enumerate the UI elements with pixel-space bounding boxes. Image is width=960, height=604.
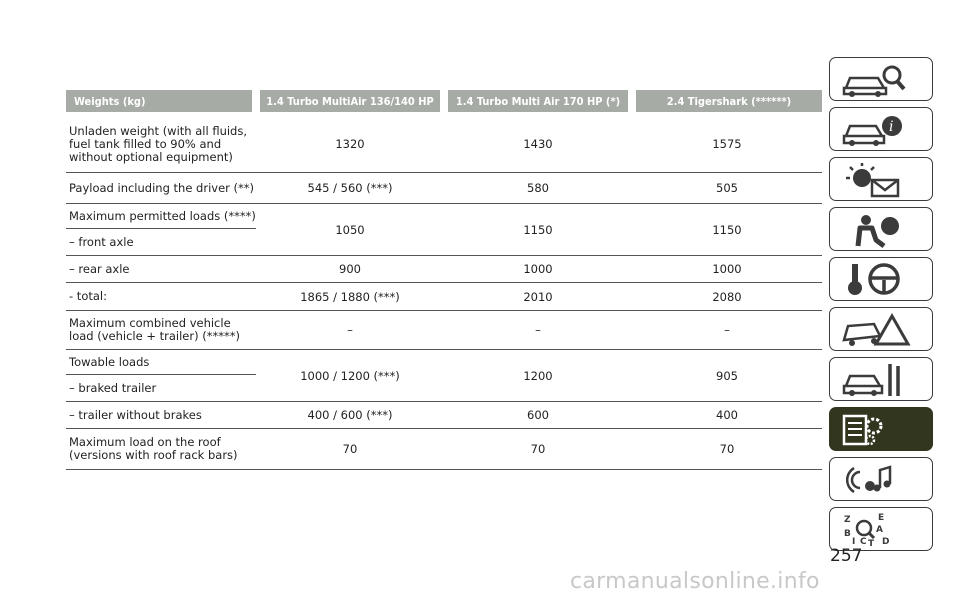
row-label: Maximum load on the roof (versions with roof rack bars) [66,429,256,470]
weights-table-container [66,90,822,470]
row-label: Towable loads [66,350,256,375]
cell-value: 600 [444,402,632,429]
table-row [66,311,822,350]
table-row [66,283,822,311]
warning-light-message-icon [840,162,924,198]
cell-value: 400 / 600 (***) [256,402,444,429]
car-breakdown-warning-icon [840,312,924,348]
specifications-gears-icon [840,412,924,448]
watermark-text: carmanualsonline.info [570,569,820,594]
car-search-icon [840,62,924,98]
car-maintenance-tools-icon [840,362,924,398]
header-engine-3: 2.4 Tigershark (******) [632,90,822,112]
header-engine-2: 1.4 Turbo Multi Air 170 HP (*) [444,90,632,112]
key-steering-wheel-icon [840,262,924,298]
svg-text:A: A [876,525,883,535]
cell-value: – [444,311,632,350]
seat-belt-airbag-icon [840,212,924,248]
cell-value: 580 [444,173,632,204]
cell-value: 505 [632,173,822,204]
chapter-tab-starting-driving[interactable] [829,257,933,301]
car-info-icon [840,112,924,148]
row-label: Unladen weight (with all fluids, fuel tank filled to 90% and without optional equipment) [66,112,256,173]
svg-text:C: C [860,537,867,547]
chapter-tab-safety[interactable] [829,207,933,251]
multimedia-icon [840,462,924,498]
table-row [66,350,822,375]
cell-value: 1150 [444,204,632,256]
cell-value: – [256,311,444,350]
chapter-tab-dashboard[interactable] [829,57,933,101]
svg-text:E: E [878,513,885,523]
table-row [66,204,822,229]
row-label: – braked trailer [66,375,256,402]
row-label: – front axle [66,229,256,256]
chapter-tab-servicing[interactable] [829,357,933,401]
row-label: Maximum permitted loads (****) [66,204,256,229]
row-label: Payload including the driver (**) [66,173,256,204]
chapter-tab-technical-specifications[interactable] [829,407,933,451]
cell-value: 70 [444,429,632,470]
table-header-row [66,90,822,112]
cell-value: 545 / 560 (***) [256,173,444,204]
cell-value: 1000 [444,256,632,283]
svg-text:I: I [852,537,856,547]
cell-value: – [632,311,822,350]
row-label: - total: [66,283,256,311]
svg-text:Z: Z [844,515,851,525]
table-row [66,112,822,173]
chapter-tab-index[interactable] [829,507,933,551]
svg-text:D: D [882,537,890,547]
cell-value: 1200 [444,350,632,402]
row-label: – rear axle [66,256,256,283]
alphabetical-index-icon [840,512,924,548]
cell-value: 1050 [256,204,444,256]
row-label: – trailer without brakes [66,402,256,429]
table-row [66,256,822,283]
table-row [66,429,822,470]
svg-text:T: T [868,539,875,548]
cell-value: 70 [632,429,822,470]
cell-value: 1000 / 1200 (***) [256,350,444,402]
weights-table [66,90,822,470]
chapter-tab-multimedia[interactable] [829,457,933,501]
svg-text:i: i [889,119,894,135]
cell-value: 1150 [632,204,822,256]
cell-value: 905 [632,350,822,402]
cell-value: 1320 [256,112,444,173]
cell-value: 70 [256,429,444,470]
page-number: 257 [830,546,863,566]
header-engine-1: 1.4 Turbo MultiAir 136/140 HP [256,90,444,112]
row-label: Maximum combined vehicle load (vehicle + trailer) (*****) [66,311,256,350]
table-row [66,173,822,204]
cell-value: 2080 [632,283,822,311]
cell-value: 1865 / 1880 (***) [256,283,444,311]
cell-value: 900 [256,256,444,283]
table-row [66,402,822,429]
chapter-tab-emergency[interactable] [829,307,933,351]
chapter-tab-warning-lights[interactable] [829,157,933,201]
cell-value: 1000 [632,256,822,283]
header-weights: Weights (kg) [66,90,256,112]
cell-value: 1430 [444,112,632,173]
svg-text:B: B [844,529,851,539]
chapter-tab-getting-to-know[interactable] [829,107,933,151]
cell-value: 400 [632,402,822,429]
cell-value: 2010 [444,283,632,311]
cell-value: 1575 [632,112,822,173]
